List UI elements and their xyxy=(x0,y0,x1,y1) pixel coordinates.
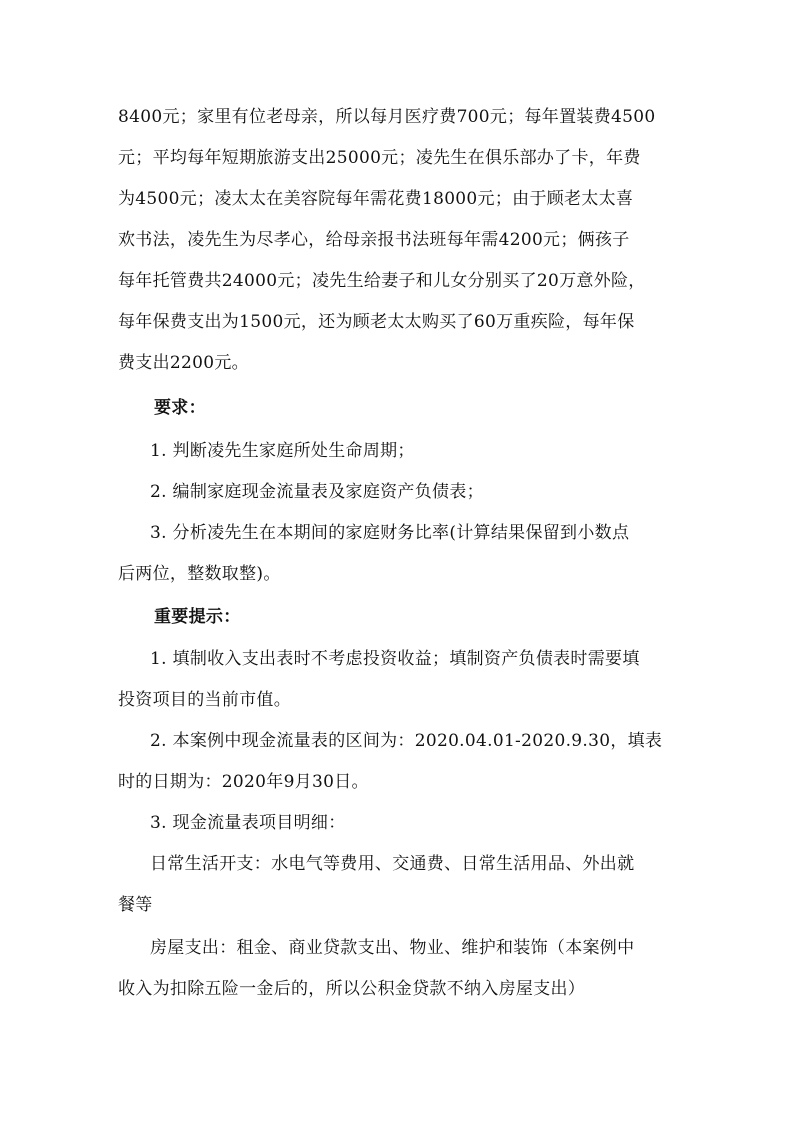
expense-text-line-7: 费支出2200元。 xyxy=(118,353,249,373)
expense-text-line-5: 每年托管费共24000元；凌先生给妻子和儿女分别买了20万意外险， xyxy=(118,271,646,291)
requirement-item-2: 2. 编制家庭现金流量表及家庭资产负债表； xyxy=(150,482,484,502)
tip-item-3: 3. 现金流量表项目明细： xyxy=(150,813,346,833)
daily-expense-line-2: 餐等 xyxy=(118,895,153,915)
tip-item-1-line-2: 投资项目的当前市值。 xyxy=(118,690,291,710)
requirements-heading: 要求： xyxy=(154,398,206,418)
expense-text-line-6: 每年保费支出为1500元，还为顾老太太购买了60万重疾险，每年保 xyxy=(118,312,635,332)
housing-expense-line-1: 房屋支出：租金、商业贷款支出、物业、维护和装饰（本案例中 xyxy=(150,938,635,958)
tips-heading: 重要提示： xyxy=(154,607,241,627)
expense-text-line-2: 元；平均每年短期旅游支出25000元；凌先生在俱乐部办了卡，年费 xyxy=(118,148,641,168)
tip-item-1-line-1: 1. 填制收入支出表时不考虑投资收益；填制资产负债表时需要填 xyxy=(150,649,640,669)
daily-expense-line-1: 日常生活开支：水电气等费用、交通费、日常生活用品、外出就 xyxy=(150,854,635,874)
requirement-item-1: 1. 判断凌先生家庭所处生命周期； xyxy=(150,441,415,461)
expense-text-line-4: 欢书法，凌先生为尽孝心，给母亲报书法班每年需4200元；俩孩子 xyxy=(118,230,630,250)
tip-item-2-line-2: 时的日期为：2020年9月30日。 xyxy=(118,772,369,792)
housing-expense-line-2: 收入为扣除五险一金后的，所以公积金贷款不纳入房屋支出） xyxy=(118,979,586,999)
tip-item-2-line-1: 2. 本案例中现金流量表的区间为：2020.04.01-2020.9.30，填表 xyxy=(150,731,663,751)
expense-text-line-3: 为4500元；凌太太在美容院每年需花费18000元；由于顾老太太喜 xyxy=(118,189,634,209)
expense-text-line-1: 8400元；家里有位老母亲，所以每月医疗费700元；每年置装费4500 xyxy=(118,107,656,127)
requirement-item-3-line-1: 3. 分析凌先生在本期间的家庭财务比率(计算结果保留到小数点 xyxy=(150,523,630,543)
requirement-item-3-line-2: 后两位，整数取整)。 xyxy=(118,564,281,584)
